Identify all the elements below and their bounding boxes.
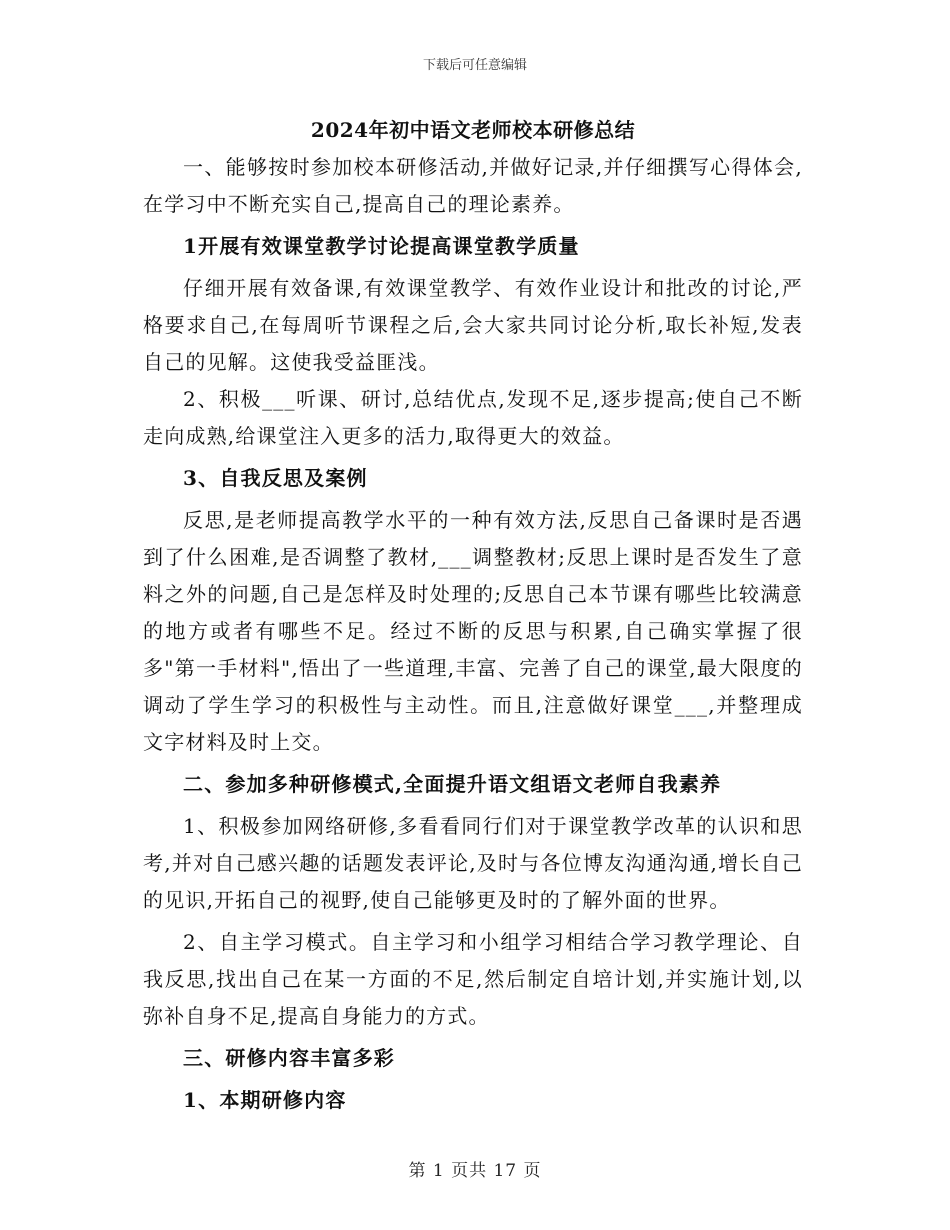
document-title: 2024年初中语文老师校本研修总结 (310, 118, 636, 142)
section-heading: 二、参加多种研修模式,全面提升语文组语文老师自我素养 (183, 772, 722, 796)
page-footer: 第 1 页共 17 页 (408, 1161, 542, 1181)
page-header: 下载后可任意编辑 (422, 58, 527, 73)
paragraph: 反思,是老师提高教学水平的一种有效方法,反思自己备课时是否遇到了什么困难,是否调整了教材,___调整教材;反思上课时是否发生了意料之外的问题,自己是怎样及时处理的;反思自己本节课有哪些比较满意的地方或者有哪些不足。经过不断的反思与积累,自己确实掌握了很多"第一手材料",悟出了一些道理,丰富、完善了自己的课堂,最大限度的调动了学生学习的积极性与主动性。而且,注意做好课堂___,并整理成文字材料及时上交。 (143, 508, 803, 754)
section-heading: 3、自我反思及案例 (183, 466, 368, 490)
paragraph: 2、积极___听课、研讨,总结优点,发现不足,逐步提高;使自己不断走向成熟,给课堂注入更多的活力,取得更大的效益。 (143, 387, 803, 448)
paragraph: 仔细开展有效备课,有效课堂教学、有效作业设计和批改的讨论,严格要求自己,在每周听节课程之后,会大家共同讨论分析,取长补短,发表自己的见解。这使我受益匪浅。 (143, 276, 803, 374)
paragraph: 一、能够按时参加校本研修活动,并做好记录,并仔细撰写心得体会,在学习中不断充实自己,提高自己的理论素养。 (143, 155, 803, 216)
paragraph: 1、积极参加网络研修,多看看同行们对于课堂教学改革的认识和思考,并对自己感兴趣的话题发表评论,及时与各位博友沟通沟通,增长自己的见识,开拓自己的视野,使自己能够更及时的了解外面的世界。 (143, 814, 803, 912)
section-heading: 1开展有效课堂教学讨论提高课堂教学质量 (183, 234, 580, 258)
document-body (143, 112, 803, 1119)
section-heading: 1、本期研修内容 (183, 1088, 347, 1112)
section-heading: 三、研修内容丰富多彩 (183, 1046, 395, 1070)
paragraph: 2、自主学习模式。自主学习和小组学习相结合学习教学理论、自我反思,找出自己在某一方面的不足,然后制定自培计划,并实施计划,以弥补自身不足,提高自身能力的方式。 (143, 930, 803, 1028)
